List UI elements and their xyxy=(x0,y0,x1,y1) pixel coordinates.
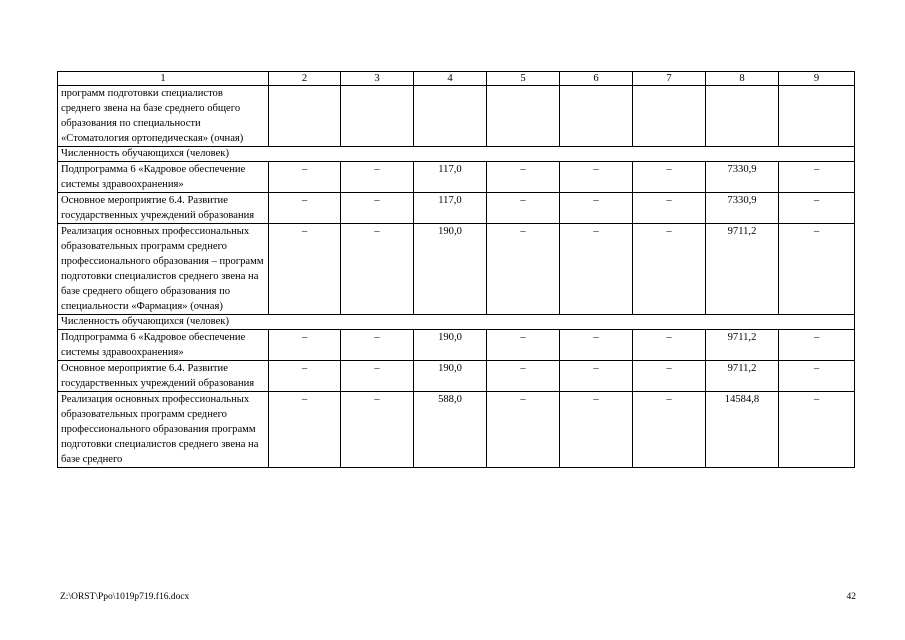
value-cell: – xyxy=(779,392,855,468)
table-row xyxy=(58,392,855,468)
value-cell: – xyxy=(341,361,414,392)
value-cell: – xyxy=(779,330,855,361)
value-cell: 117,0 xyxy=(414,162,487,193)
value-cell: – xyxy=(269,162,341,193)
value-cell: – xyxy=(269,193,341,224)
value-cell: 588,0 xyxy=(414,392,487,468)
data-table xyxy=(57,71,855,468)
value-cell: – xyxy=(633,330,706,361)
value-cell xyxy=(706,86,779,147)
value-cell: 7330,9 xyxy=(706,162,779,193)
table-header-row xyxy=(58,72,855,86)
value-cell: 9711,2 xyxy=(706,224,779,315)
value-cell: – xyxy=(487,193,560,224)
value-cell: 190,0 xyxy=(414,224,487,315)
value-cell: – xyxy=(779,224,855,315)
table-row xyxy=(58,330,855,361)
column-header: 8 xyxy=(706,72,779,86)
value-cell: – xyxy=(487,224,560,315)
column-header: 1 xyxy=(58,72,269,86)
value-cell: – xyxy=(779,193,855,224)
value-cell: 9711,2 xyxy=(706,330,779,361)
value-cell: – xyxy=(487,392,560,468)
value-cell: 14584,8 xyxy=(706,392,779,468)
section-row xyxy=(58,315,855,330)
value-cell: 9711,2 xyxy=(706,361,779,392)
value-cell: – xyxy=(560,361,633,392)
value-cell: 7330,9 xyxy=(706,193,779,224)
row-label-cell: Подпрограмма 6 «Кадровое обеспечение системы здравоохранения» xyxy=(58,330,269,361)
section-label: Численность обучающихся (человек) xyxy=(58,315,855,330)
row-label-cell: Основное мероприятие 6.4. Развитие государственных учреждений образования xyxy=(58,361,269,392)
value-cell: 190,0 xyxy=(414,361,487,392)
value-cell: – xyxy=(269,392,341,468)
value-cell: – xyxy=(779,162,855,193)
section-row xyxy=(58,147,855,162)
table-body xyxy=(58,72,855,468)
row-label-cell: Основное мероприятие 6.4. Развитие государственных учреждений образования xyxy=(58,193,269,224)
section-label: Численность обучающихся (человек) xyxy=(58,147,855,162)
table-row xyxy=(58,193,855,224)
value-cell: – xyxy=(269,361,341,392)
column-header: 4 xyxy=(414,72,487,86)
value-cell: – xyxy=(269,330,341,361)
value-cell: – xyxy=(487,162,560,193)
value-cell: – xyxy=(633,162,706,193)
row-label-cell: Реализация основных профессиональных образовательных программ среднего профессионального образования программ подготовки специалистов среднего звена на базе среднего xyxy=(58,392,269,468)
column-header: 2 xyxy=(269,72,341,86)
value-cell: – xyxy=(341,224,414,315)
value-cell: – xyxy=(560,330,633,361)
value-cell xyxy=(487,86,560,147)
value-cell xyxy=(269,86,341,147)
value-cell: – xyxy=(633,193,706,224)
value-cell: – xyxy=(341,193,414,224)
column-header: 9 xyxy=(779,72,855,86)
table-row xyxy=(58,361,855,392)
table-row xyxy=(58,86,855,147)
column-header: 3 xyxy=(341,72,414,86)
value-cell: – xyxy=(633,361,706,392)
value-cell: – xyxy=(341,330,414,361)
table-row xyxy=(58,162,855,193)
value-cell: – xyxy=(560,392,633,468)
column-header: 6 xyxy=(560,72,633,86)
value-cell: – xyxy=(269,224,341,315)
value-cell: 117,0 xyxy=(414,193,487,224)
value-cell xyxy=(341,86,414,147)
value-cell: – xyxy=(341,162,414,193)
value-cell: – xyxy=(779,361,855,392)
column-header: 5 xyxy=(487,72,560,86)
footer-file-path: Z:\ORST\Ppo\1019p719.f16.docx xyxy=(60,592,190,602)
value-cell: 190,0 xyxy=(414,330,487,361)
value-cell xyxy=(414,86,487,147)
row-label-cell: Подпрограмма 6 «Кадровое обеспечение системы здравоохранения» xyxy=(58,162,269,193)
value-cell: – xyxy=(560,162,633,193)
row-label-cell: программ подготовки специалистов среднего звена на базе среднего общего образования по специальности «Стоматология ортопедическая» (очная) xyxy=(58,86,269,147)
column-header: 7 xyxy=(633,72,706,86)
value-cell: – xyxy=(560,224,633,315)
value-cell: – xyxy=(560,193,633,224)
value-cell xyxy=(560,86,633,147)
value-cell xyxy=(779,86,855,147)
value-cell: – xyxy=(487,361,560,392)
footer-page-number: 42 xyxy=(846,592,856,602)
value-cell: – xyxy=(341,392,414,468)
value-cell: – xyxy=(633,224,706,315)
value-cell xyxy=(633,86,706,147)
value-cell: – xyxy=(487,330,560,361)
table-row xyxy=(58,224,855,315)
value-cell: – xyxy=(633,392,706,468)
row-label-cell: Реализация основных профессиональных образовательных программ среднего профессионального образования – программ подготовки специалистов среднего звена на базе среднего общего образования по специальности «Фармация» (очная) xyxy=(58,224,269,315)
